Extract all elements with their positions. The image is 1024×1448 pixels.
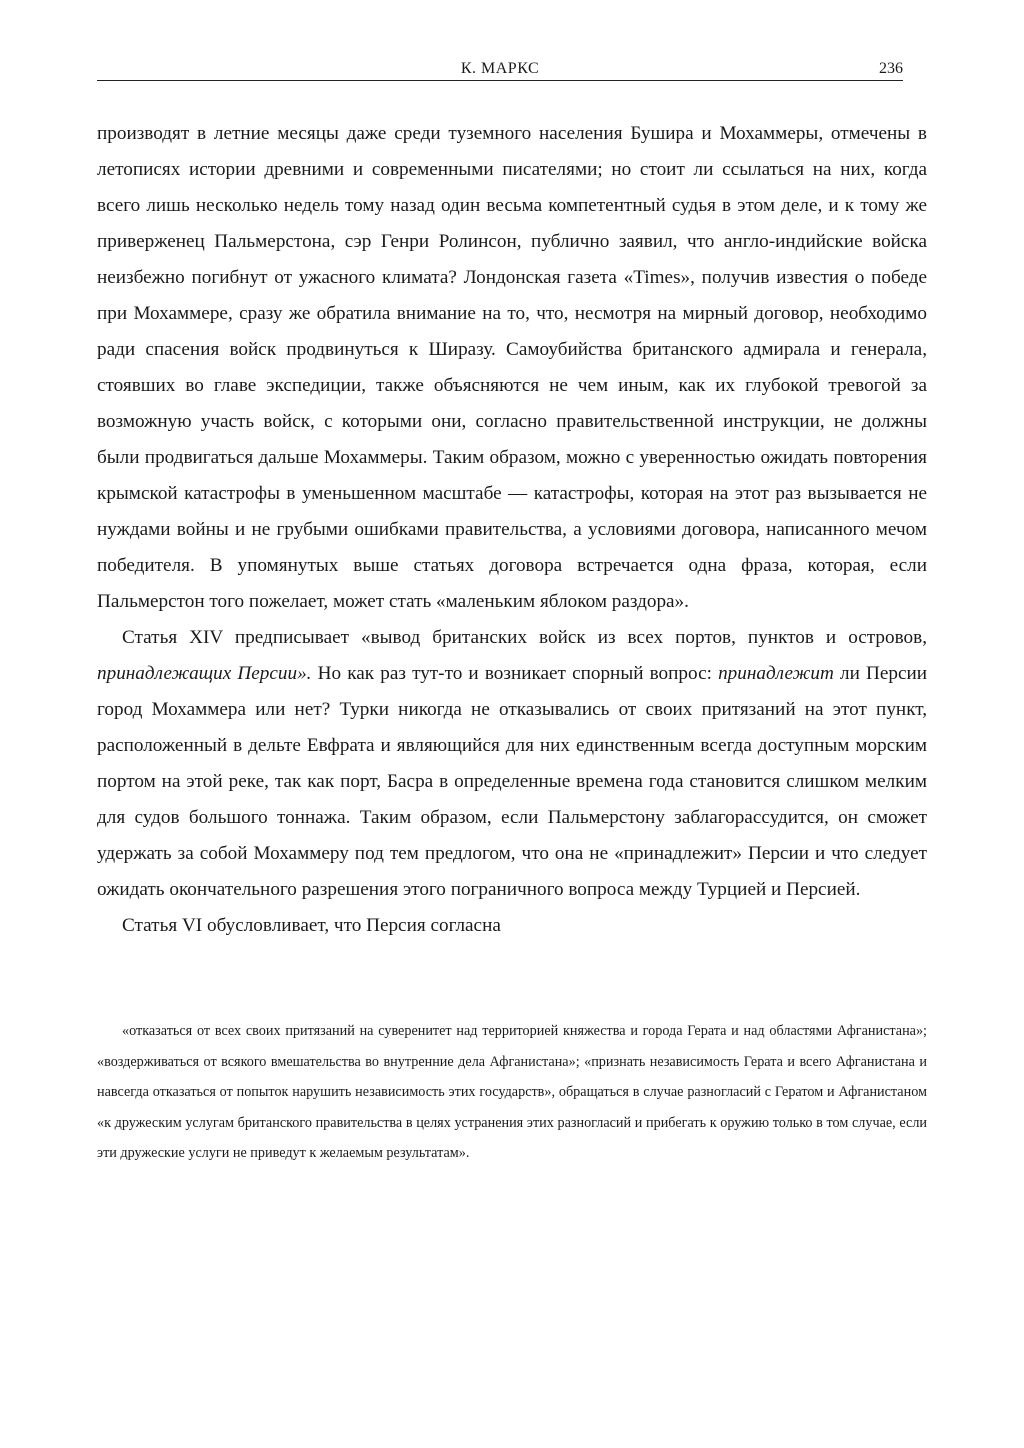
paragraph-1: производят в летние месяцы даже среди туземного населения Бушира и Мохаммеры, отмечены в летописях истории древними и современными писателями; но стоит ли ссылаться на них, когда всего лишь несколько недель тому назад один весьма компетентный судья в этом деле, и к тому же приверженец Пальмерстона, сэр Генри Ролинсон, публично заявил, что англо-индийские войска неизбежно погибнут от ужасного климата? Лондонская газета «Times», получив известия о победе при Мохаммере, сразу же обратила внимание на то, что, несмотря на мирный договор, необходимо ради спасения войск продвинуться к Ширазу. Самоубийства британского адмирала и генерала, стоявших во главе экспедиции, также объясняются не чем иным, как их глубокой тревогой за возможную участь войск, с которыми они, согласно правительственной инструкции, не должны были продвигаться дальше Мохаммеры. Таким образом, можно с уверенностью ожидать повторения крымской катастрофы в уменьшенном масштабе — катастрофы, которая на этот раз вызывается не нуждами войны и не грубыми ошибками правительства, а условиями договора, написанного мечом победителя. В упомянутых выше статьях договора встречается одна фраза, которая, если Пальмерстон того пожелает, может стать «маленьким яблоком раздора». (97, 123, 927, 612)
running-title: К. МАРКС (460, 60, 540, 77)
body-text (97, 116, 927, 944)
paragraph-2-part-1: Статья XIV предписывает «вывод британских войск из всех портов, пунктов и островов, (122, 627, 927, 648)
paragraph-2 (97, 620, 927, 908)
page-header (97, 60, 903, 81)
paragraph-2-emphasis-1: принадлежащих Персии». (97, 663, 312, 684)
paragraph-2-part-2: Но как раз тут-то и возникает спорный вопрос: (311, 663, 719, 684)
paragraph-2-part-3: ли Персии город Мохаммера или нет? Турки никогда не отказывались от своих притязаний на этот пункт, расположенный в дельте Евфрата и являющийся для них единственным всегда доступным морским портом на этой реке, так как порт, Басра в определенные времена года становится слишком мелким для судов большого тоннажа. Таким образом, если Пальмерстону заблагорассудится, он сможет удержать за собой Мохаммеру под тем предлогом, что она не «принадлежит» Персии и что следует ожидать окончательного разрешения этого пограничного вопроса между Турцией и Персией. (97, 663, 928, 900)
paragraph-2-emphasis-2: принадлежит (718, 663, 834, 684)
block-quote (97, 1016, 927, 1169)
quote-text: «отказаться от всех своих притязаний на суверенитет над территорией княжества и города Герата и над областями Афганистана»; «воздерживаться от всякого вмешательства во внутренние дела Афганистана»; «признать независимость Герата и всего Афганистана и навсегда отказаться от попыток нарушить независимость этих государств», обращаться в случае разногласий с Гератом и Афганистаном «к дружеским услугам британского правительства в целях устранения этих разногласий и прибегать к оружию только в том случае, если эти дружеские услуги не приведут к желаемым результатам». (97, 1023, 927, 1161)
paragraph-3: Статья VI обусловливает, что Персия согласна (122, 915, 501, 936)
page-number: 236 (879, 60, 903, 77)
